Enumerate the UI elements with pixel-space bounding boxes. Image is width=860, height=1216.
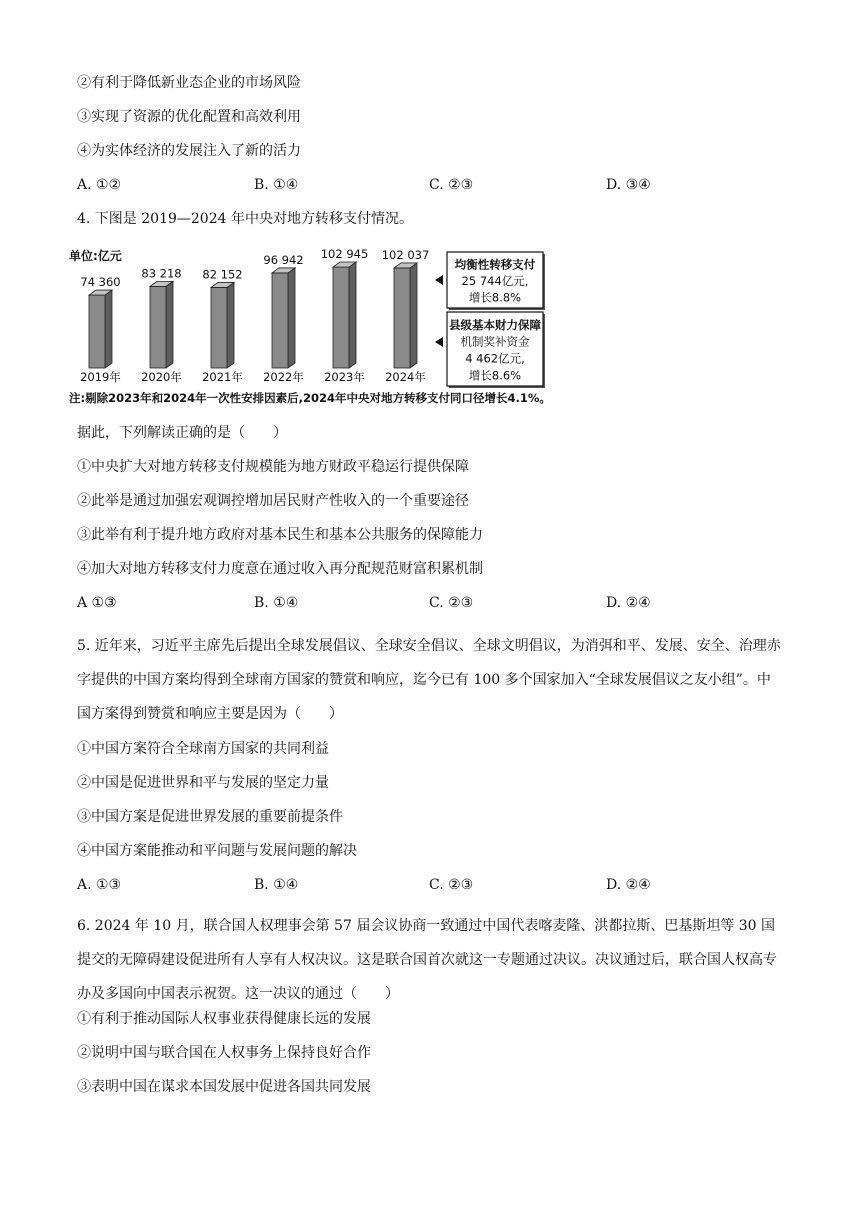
q4-option-a: A ①③ [77, 595, 117, 611]
chart-callout-text: 增长8.6% [468, 368, 522, 383]
chart-bar [272, 273, 288, 368]
q4-statement-4: ④加大对地方转移支付力度意在通过收入再分配规范财富积累机制 [77, 561, 483, 577]
q5-statement-2: ②中国是促进世界和平与发展的坚定力量 [77, 775, 329, 791]
chart-bar-group [321, 247, 369, 384]
chart-bar [333, 267, 349, 368]
chart-bar-side [349, 262, 356, 368]
q5-statement-4: ④中国方案能推动和平问题与发展问题的解决 [77, 843, 357, 859]
q4-option-c: C. ②③ [429, 595, 474, 611]
chart-callout-text: 县级基本财力保障 [449, 317, 541, 332]
chart-bar [394, 268, 410, 368]
q3-statement-2: ②有利于降低新业态企业的市场风险 [77, 75, 301, 91]
q4-option-b: B. ①④ [254, 595, 299, 611]
chart-value-label: 82 152 [202, 267, 243, 282]
q6-stem: 6. 2024 年 10 月，联合国人权理事会第 57 届会议协商一致通过中国代表喀麦隆、洪都拉斯、巴基斯坦等 30 国提交的无障碍建设促进所有人享有人权决议。这是联合国首次就这一专题通过决议。决议通过后，联合国人权高专办及多国向中国表示祝贺。这一决议的通过（ ） [77, 918, 777, 1002]
chart-bar-side [410, 263, 417, 368]
chart-bar-group [202, 267, 243, 384]
chart-bars [80, 247, 429, 384]
chart-bar-group [141, 266, 182, 384]
q6-statement-3: ③表明中国在谋求本国发展中促进各国共同发展 [77, 1079, 371, 1095]
chart-note: 注:剔除2023年和2024年一次性安排因素后,2024年中央对地方转移支付同口径增长4.1%。 [69, 391, 551, 405]
q4-statement-1: ①中央扩大对地方转移支付规模能为地方财政平稳运行提供保障 [77, 459, 469, 475]
q5-stem: 5. 近年来，习近平主席先后提出全球发展倡议、全球安全倡议、全球文明倡议，为消弭和平、发展、安全、治理赤字提供的中国方案均得到全球南方国家的赞赏和响应，迄今已有 100 多个国家加入“全球发展倡议之友小组”。中国方案得到赞赏和响应主要是因为（ ） [77, 638, 781, 722]
q3-option-a: A. ①② [77, 177, 122, 193]
chart-category-label: 2024年 [385, 370, 426, 384]
chart-callout-text: 25 744亿元, [461, 273, 529, 288]
chart-callout-text: 机制奖补资金 [460, 334, 530, 349]
q6-statement-1: ①有利于推动国际人权事业获得健康长远的发展 [77, 1011, 371, 1027]
chart-bar [89, 295, 105, 368]
transfer-payment-chart [69, 238, 617, 408]
chart-value-label: 83 218 [141, 266, 182, 281]
chart-category-label: 2020年 [141, 370, 182, 384]
q6-statement-2: ②说明中国与联合国在人权事务上保持良好合作 [77, 1045, 371, 1061]
chart-bar [150, 286, 166, 368]
chart-category-label: 2022年 [263, 370, 304, 384]
q4-statement-3: ③此举有利于提升地方政府对基本民生和基本公共服务的保障能力 [77, 527, 483, 543]
q5-option-a: A. ①③ [77, 877, 122, 893]
chart-unit-label: 单位:亿元 [69, 249, 122, 263]
chart-callout [435, 312, 545, 388]
q4-stem: 4. 下图是 2019—2024 年中央对地方转移支付情况。 [77, 211, 413, 227]
q3-option-b: B. ①④ [254, 177, 299, 193]
chart-bar [211, 287, 227, 368]
chart-bar-side [227, 282, 234, 368]
q5-option-d: D. ②④ [606, 877, 651, 893]
chart-bar-group [263, 253, 304, 384]
chart-callout-text: 均衡性转移支付 [454, 257, 536, 272]
chart-bar-side [166, 281, 173, 368]
q3-options [77, 175, 783, 195]
q3-statement-4: ④为实体经济的发展注入了新的活力 [77, 143, 301, 159]
chart-callout-arrow [435, 275, 443, 285]
chart-bar-side [288, 268, 295, 368]
chart-callout [435, 252, 545, 310]
q5-option-c: C. ②③ [429, 877, 474, 893]
chart-category-label: 2019年 [80, 370, 121, 384]
chart-value-label: 96 942 [263, 252, 304, 267]
chart-bar-side [105, 290, 112, 368]
chart-bar-group [382, 248, 430, 384]
chart-value-label: 102 037 [381, 247, 430, 262]
chart-value-label: 74 360 [80, 275, 121, 290]
chart-bar-group [80, 275, 121, 384]
chart-value-label: 102 945 [320, 247, 369, 262]
chart-callout-text: 增长8.8% [468, 290, 522, 305]
q5-option-b: B. ①④ [254, 877, 299, 893]
chart-callout-text: 4 462亿元, [465, 351, 525, 366]
q4-option-d: D. ②④ [606, 595, 651, 611]
q3-option-c: C. ②③ [429, 177, 474, 193]
q3-statement-3: ③实现了资源的优化配置和高效利用 [77, 109, 301, 125]
chart-callouts [435, 252, 545, 388]
chart-callout-arrow [435, 337, 443, 347]
q4-question: 据此，下列解读正确的是（ ） [77, 425, 287, 441]
q5-statement-3: ③中国方案是促进世界发展的重要前提条件 [77, 809, 343, 825]
q4-statement-2: ②此举是通过加强宏观调控增加居民财产性收入的一个重要途径 [77, 493, 469, 509]
q5-statement-1: ①中国方案符合全球南方国家的共同利益 [77, 741, 329, 757]
q4-options [77, 593, 783, 613]
chart-category-label: 2021年 [202, 370, 243, 384]
q3-option-d: D. ③④ [606, 177, 651, 193]
chart-category-label: 2023年 [324, 370, 365, 384]
q5-options [77, 875, 783, 895]
